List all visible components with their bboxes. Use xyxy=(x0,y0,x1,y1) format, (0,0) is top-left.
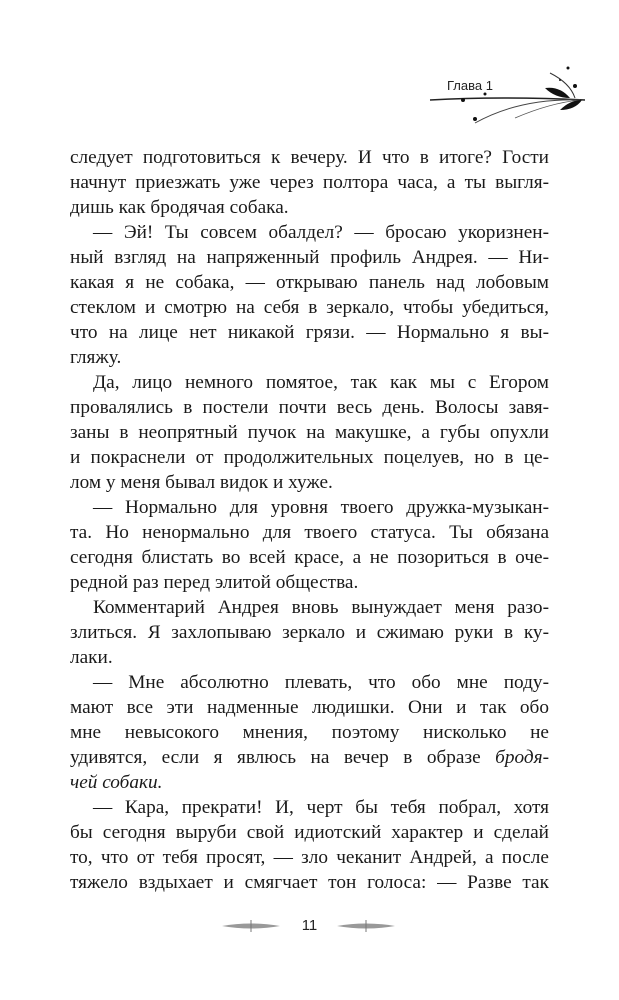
text-line xyxy=(70,795,549,820)
line-text: злиться. Я захлопываю зеркало и сжимаю руки в ку- xyxy=(70,622,549,643)
line-text: стеклом и смотрю на себя в зеркало, чтобы убедиться, xyxy=(70,297,549,318)
text-line xyxy=(70,320,549,345)
line-text: мне невысокого мнения, поэтому нисколько не xyxy=(70,722,549,743)
text-line xyxy=(70,520,549,545)
line-text: сегодня блистать во всей красе, а не позориться в оче- xyxy=(70,547,549,568)
page-number: 11 xyxy=(301,917,318,934)
line-text: то, что от тебя просят, — зло чеканит Андрей, а после xyxy=(70,847,549,868)
text-line xyxy=(70,770,549,795)
line-text: начнут приезжать уже через полтора часа, а ты выгля- xyxy=(70,172,549,193)
page-body-text xyxy=(70,145,549,895)
text-line xyxy=(70,645,549,670)
text-line xyxy=(70,170,549,195)
line-text: — Мне абсолютно плевать, что обо мне поду- xyxy=(93,672,549,693)
line-text: провалялись в постели почти весь день. Волосы завя- xyxy=(70,397,549,418)
floral-ornament-icon xyxy=(420,58,600,138)
text-line xyxy=(70,470,549,495)
line-text: следует подготовиться к вечеру. И что в итоге? Гости xyxy=(70,147,549,168)
line-text: — Нормально для уровня твоего дружка-музыкан- xyxy=(93,497,549,518)
text-line xyxy=(70,420,549,445)
line-text: лом у меня бывал видок и хуже. xyxy=(70,472,333,493)
line-text: ный взгляд на напряженный профиль Андрея. — Ни- xyxy=(70,247,549,268)
line-text: лаки. xyxy=(70,647,113,668)
line-text: — Эй! Ты совсем обалдел? — бросаю укоризнен- xyxy=(93,222,549,243)
line-text: гляжу. xyxy=(70,347,122,368)
text-line xyxy=(70,345,549,370)
text-line xyxy=(70,295,549,320)
line-text: удивятся, если я явлюсь на вечер в образе xyxy=(70,747,496,768)
line-text: мают все эти надменные людишки. Они и так обо xyxy=(70,697,549,718)
chapter-title: Глава 1 xyxy=(447,78,493,93)
line-text: Комментарий Андрея вновь вынуждает меня разо- xyxy=(93,597,549,618)
line-text: бы сегодня выруби свой идиотский характер и сделай xyxy=(70,822,549,843)
text-line xyxy=(70,845,549,870)
text-line xyxy=(70,145,549,170)
line-text: Да, лицо немного помятое, так как мы с Егором xyxy=(93,372,549,393)
text-line xyxy=(70,745,549,770)
text-line xyxy=(70,570,549,595)
text-line xyxy=(70,695,549,720)
line-text: и покраснели от продолжительных поцелуев, но в це- xyxy=(70,447,549,468)
line-text: — Кара, прекрати! И, черт бы тебя побрал, хотя xyxy=(93,797,549,818)
text-line xyxy=(70,720,549,745)
italic-text: бродя- xyxy=(495,747,549,768)
running-header xyxy=(420,58,600,138)
italic-text: чей собаки. xyxy=(70,772,163,793)
page-footer xyxy=(0,913,619,943)
line-text: редной раз перед элитой общества. xyxy=(70,572,359,593)
text-line xyxy=(70,195,549,220)
text-line xyxy=(70,245,549,270)
text-line xyxy=(70,220,549,245)
line-text: какая я не собака, — открываю панель над лобовым xyxy=(70,272,549,293)
text-line xyxy=(70,595,549,620)
text-line xyxy=(70,495,549,520)
text-line xyxy=(70,545,549,570)
text-line xyxy=(70,370,549,395)
text-line xyxy=(70,395,549,420)
text-line xyxy=(70,670,549,695)
line-text: что на лице нет никакой грязи. — Нормально я вы- xyxy=(70,322,549,343)
text-line xyxy=(70,270,549,295)
right-ornament-icon xyxy=(337,919,395,933)
text-line xyxy=(70,820,549,845)
text-line xyxy=(70,445,549,470)
text-line xyxy=(70,870,549,895)
line-text: та. Но ненормально для твоего статуса. Ты обязана xyxy=(70,522,549,543)
line-text: тяжело вздыхает и смягчает тон голоса: — Разве так xyxy=(70,872,549,893)
text-line xyxy=(70,620,549,645)
line-text: дишь как бродячая собака. xyxy=(70,197,289,218)
line-text: заны в неопрятный пучок на макушке, а губы опухли xyxy=(70,422,549,443)
